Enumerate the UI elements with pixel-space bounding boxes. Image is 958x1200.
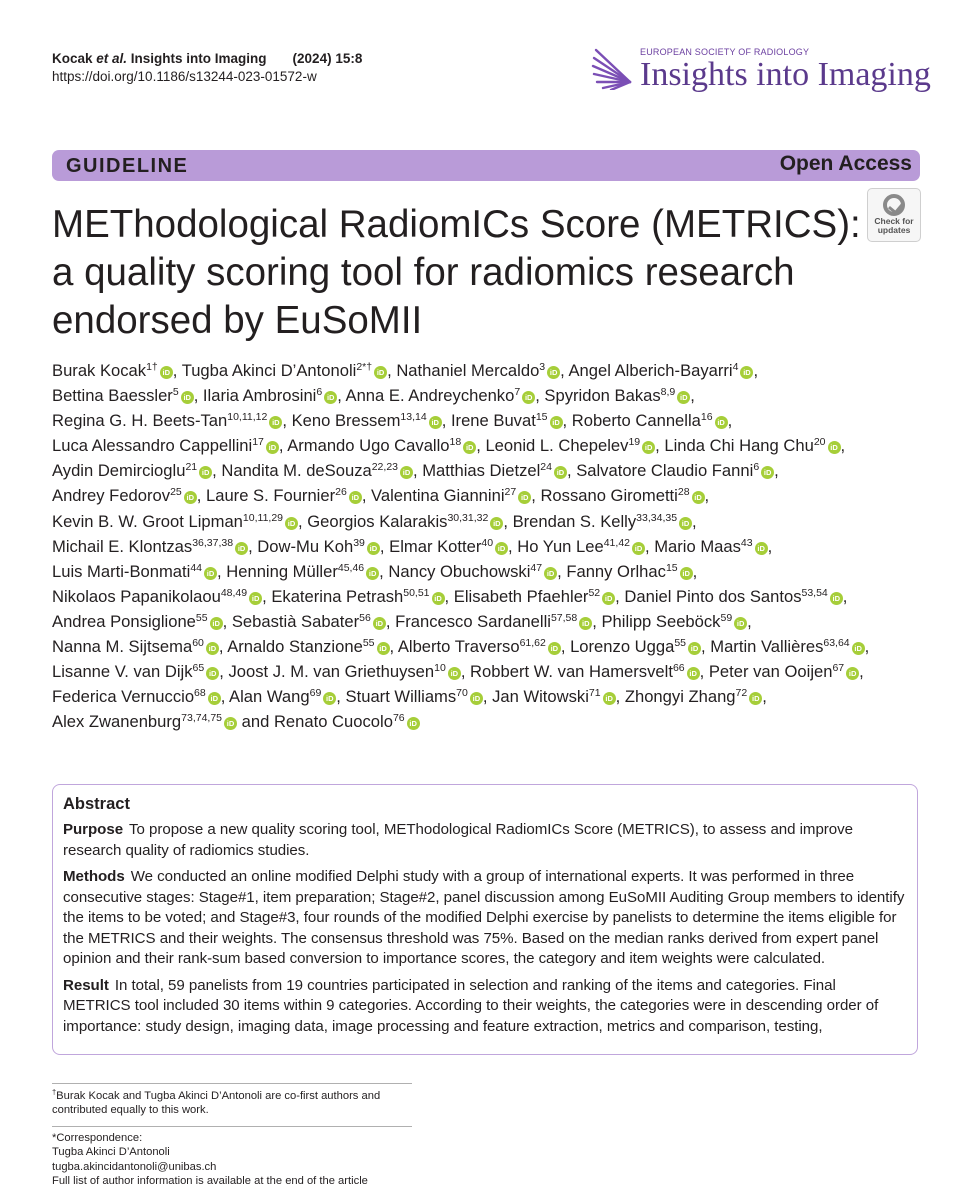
title-line-3: endorsed by EuSoMII <box>52 299 423 342</box>
author-name: Jan Witowski <box>492 687 589 707</box>
author-name: Fanny Orlhac <box>566 561 666 581</box>
author-separator: , <box>172 361 182 380</box>
author-affiliation: 66 <box>672 662 685 675</box>
orcid-icon[interactable]: iD <box>828 441 841 454</box>
orcid-icon[interactable]: iD <box>679 517 692 530</box>
author-affiliation: 4 <box>732 361 739 373</box>
author-separator: , <box>692 511 697 531</box>
author-name: Nikolaos Papanikolaou <box>52 586 221 606</box>
author-separator: , <box>560 361 569 380</box>
author-affiliation: 10,11,12 <box>227 411 268 424</box>
author-separator: , <box>444 586 454 606</box>
orcid-icon[interactable]: iD <box>740 366 753 379</box>
author-line <box>52 458 932 483</box>
author-affiliation: 50,51 <box>403 586 430 599</box>
author-separator: , <box>337 386 346 406</box>
author-name: Philipp Seeböck <box>601 611 721 631</box>
orcid-icon[interactable]: iD <box>323 692 336 705</box>
cofirst-line2: contributed equally to this work. <box>52 1104 209 1117</box>
author-name: Alberto Traverso <box>397 637 520 657</box>
author-separator: , <box>278 436 288 456</box>
author-affiliation: 18 <box>449 436 462 449</box>
author-separator: , <box>762 687 767 707</box>
check-for-updates-badge[interactable] <box>867 188 921 242</box>
author-separator: , <box>701 637 711 657</box>
orcid-icon[interactable]: iD <box>249 592 262 605</box>
author-separator: , <box>476 436 486 456</box>
author-name: Leonid L. Chepelev <box>485 436 629 456</box>
author-name: Nathaniel Mercaldo <box>396 361 540 380</box>
orcid-icon[interactable]: iD <box>160 366 173 379</box>
footnote-divider <box>52 1083 412 1084</box>
article-title <box>52 201 862 345</box>
article-type-band <box>52 150 920 181</box>
author-line <box>52 609 932 634</box>
author-name: Daniel Pinto dos Santos <box>624 586 802 606</box>
author-separator: , <box>692 561 698 581</box>
author-name: Nanna M. Sijtsema <box>52 637 193 657</box>
orcid-icon[interactable]: iD <box>448 667 461 680</box>
abstract-section-label: Result <box>63 976 109 994</box>
doi-link[interactable]: https://doi.org/10.1186/s13244-023-01572-w <box>52 69 317 84</box>
author-name: Luis Marti-Bonmati <box>52 561 191 581</box>
author-separator: , <box>212 461 222 481</box>
author-name: Nancy Obuchowski <box>388 561 531 581</box>
author-line <box>52 659 932 684</box>
author-affiliation: 24 <box>540 461 552 474</box>
author-affiliation: 71 <box>588 687 601 700</box>
orcid-icon[interactable]: iD <box>367 542 380 555</box>
author-separator: , <box>387 361 397 380</box>
open-access-label: Open Access <box>779 152 912 175</box>
author-affiliation: 5 <box>172 386 179 399</box>
orcid-icon[interactable]: iD <box>554 466 567 479</box>
author-separator: , <box>753 361 759 380</box>
author-separator: , <box>219 662 229 682</box>
author-affiliation: 76 <box>392 712 405 725</box>
author-name: Lisanne V. van Dijk <box>52 662 193 682</box>
author-separator: , <box>196 486 206 506</box>
author-separator: , <box>535 386 545 406</box>
author-affiliation: 52 <box>588 586 601 599</box>
check-updates-line1: Check for <box>874 216 914 226</box>
abstract-section <box>63 976 905 1038</box>
author-separator: , <box>379 561 389 581</box>
author-affiliation: 67 <box>832 662 845 675</box>
correspondence-name: Tugba Akinci D’Antonoli <box>52 1146 170 1159</box>
author-separator: , <box>615 687 625 707</box>
author-affiliation: 59 <box>720 611 733 624</box>
orcid-icon[interactable]: iD <box>235 542 248 555</box>
citation-authors: Kocak <box>52 51 97 66</box>
author-affiliation: 15 <box>535 411 548 424</box>
abstract-heading: Abstract <box>63 795 130 813</box>
abstract-section-text: In total, 59 panelists from 19 countries participated in selection and ranking of the items and categories. Final METRICS tool included 30 items within 9 categories. According to their weights, the categories were in descending order of importance: study design, imaging data, image processing and feature extraction, metrics and comparison, testing, <box>63 976 879 1035</box>
author-name: Alex Zwanenburg <box>52 712 182 732</box>
abstract-section <box>63 820 905 861</box>
orcid-icon[interactable]: iD <box>400 466 413 479</box>
author-name: Brendan S. Kelly <box>512 511 637 531</box>
cofirst-footnote <box>52 1089 380 1118</box>
author-name: Nandita M. deSouza <box>221 461 372 481</box>
correspondence-email[interactable]: tugba.akincidantonoli@unibas.ch <box>52 1160 217 1173</box>
orcid-icon[interactable]: iD <box>181 391 194 404</box>
orcid-icon[interactable]: iD <box>432 592 445 605</box>
author-name: Irene Buvat <box>450 411 536 431</box>
orcid-icon[interactable]: iD <box>755 542 768 555</box>
abstract-section-label: Methods <box>63 868 125 885</box>
orcid-icon[interactable]: iD <box>642 441 655 454</box>
orcid-icon[interactable]: iD <box>579 617 592 630</box>
author-separator: , <box>690 386 695 406</box>
author-separator: , <box>413 461 423 481</box>
author-affiliation: 21 <box>185 461 198 474</box>
author-name: Andrea Ponsiglione <box>52 611 196 631</box>
author-name: Michail E. Klontzas <box>52 536 193 556</box>
author-affiliation: 55 <box>362 637 375 650</box>
orcid-icon[interactable]: iD <box>366 567 379 580</box>
orcid-icon[interactable]: iD <box>846 667 859 680</box>
author-info-note: Full list of author information is available at the end of the article <box>52 1175 368 1188</box>
author-list <box>52 358 932 734</box>
author-affiliation: 65 <box>192 662 205 675</box>
author-name: Spyridon Bakas <box>544 386 661 406</box>
author-affiliation: 56 <box>359 611 371 624</box>
author-name: Robbert W. van Hamersvelt <box>470 662 673 682</box>
author-separator: , <box>282 411 292 431</box>
author-name: Keno Bressem <box>291 411 401 431</box>
author-affiliation: 44 <box>190 561 203 574</box>
orcid-icon[interactable]: iD <box>603 692 616 705</box>
author-separator: , <box>840 436 846 456</box>
author-name: Stuart Williams <box>345 687 457 707</box>
orcid-icon[interactable]: iD <box>463 441 476 454</box>
author-affiliation: 41,42 <box>603 536 630 549</box>
author-separator: , <box>562 411 572 431</box>
logo-journal-name: Insights into Imaging <box>640 56 931 93</box>
author-separator: , <box>747 611 752 631</box>
author-affiliation: 63,64 <box>823 637 850 650</box>
author-affiliation: 26 <box>335 486 347 499</box>
author-name: Matthias Dietzel <box>422 461 541 481</box>
author-name: Martin Vallières <box>710 637 824 657</box>
author-affiliation: 25 <box>170 486 182 499</box>
citation-etal: et al. <box>96 51 128 66</box>
author-affiliation: 20 <box>813 436 826 449</box>
author-name: Federica Vernuccio <box>52 687 195 707</box>
correspondence-label: *Correspondence: <box>52 1132 143 1144</box>
orcid-icon[interactable]: iD <box>285 517 298 530</box>
author-separator: and <box>237 712 274 732</box>
orcid-icon[interactable]: iD <box>761 466 774 479</box>
orcid-icon[interactable]: iD <box>266 441 279 454</box>
author-name: Ho Yun Lee <box>517 536 604 556</box>
author-line <box>52 709 932 734</box>
orcid-icon[interactable]: iD <box>210 617 223 630</box>
author-name: Andrey Fedorov <box>52 486 171 506</box>
author-separator: , <box>217 561 227 581</box>
author-line <box>52 634 932 659</box>
orcid-icon[interactable]: iD <box>518 491 531 504</box>
author-affiliation: 13,14 <box>400 411 427 424</box>
author-line <box>52 383 932 408</box>
orcid-icon[interactable]: iD <box>206 642 219 655</box>
orcid-icon[interactable]: iD <box>632 542 645 555</box>
author-separator: , <box>531 486 541 506</box>
author-affiliation: 72 <box>735 687 748 700</box>
author-name: Mario Maas <box>654 536 741 556</box>
author-affiliation: 47 <box>530 561 543 574</box>
author-separator: , <box>248 536 258 556</box>
author-name: Arnaldo Stanzione <box>227 637 363 657</box>
check-updates-line2: updates <box>877 225 911 235</box>
author-name: Tugba Akinci D’Antonoli <box>181 361 357 380</box>
citation-line <box>52 50 362 68</box>
author-affiliation: 22,23 <box>371 461 398 474</box>
author-separator: , <box>859 662 864 682</box>
author-affiliation: 36,37,38 <box>192 536 234 549</box>
logo-society: EUROPEAN SOCIETY OF RADIOLOGY <box>640 47 810 57</box>
author-name: Linda Chi Hang Chu <box>664 436 814 456</box>
author-name: Rossano Girometti <box>540 486 678 506</box>
author-affiliation: 53,54 <box>801 586 828 599</box>
author-separator: , <box>361 486 372 506</box>
author-name: Bettina Baessler <box>52 386 173 406</box>
author-name: Zhongyi Zhang <box>624 687 736 707</box>
author-separator: , <box>566 461 577 481</box>
abstract-section-text: We conducted an online modified Delphi study with a group of international experts. It was performed in three consecutive stages: Stage#1, item preparation; Stage#2, panel discussion among EuSoMII Auditing Group members to identify the items to be voted; and Stage#3, four rounds of the modified Delphi exercise by panelists to determine the items eligible for the METRICS and their weights. The consensus threshold was 75%. Based on the median ranks derived from expert panel opinion and their rank-sum based conversion to importance scores, the category and item weights were calculated. <box>63 868 905 967</box>
author-line <box>52 559 932 584</box>
author-name: Ekaterina Petrash <box>271 586 404 606</box>
author-line <box>52 509 932 534</box>
author-name: Elisabeth Pfaehler <box>453 586 589 606</box>
author-separator: , <box>389 637 398 657</box>
author-affiliation: 1† <box>146 361 158 373</box>
author-name: Aydin Demircioglu <box>52 461 186 481</box>
author-separator: , <box>460 662 471 682</box>
author-separator: , <box>560 637 571 657</box>
author-name: Laure S. Fournier <box>205 486 336 506</box>
citation-year-volume: (2024) 15:8 <box>292 51 363 66</box>
author-affiliation: 28 <box>677 486 690 499</box>
author-affiliation: 8,9 <box>660 386 676 399</box>
orcid-icon[interactable]: iD <box>852 642 865 655</box>
orcid-icon[interactable]: iD <box>602 592 615 605</box>
author-name: Ilaria Ambrosini <box>202 386 317 406</box>
abstract-section <box>63 867 905 970</box>
author-affiliation: 27 <box>504 486 517 499</box>
check-updates-icon <box>883 194 905 216</box>
orcid-icon[interactable]: iD <box>184 491 197 504</box>
orcid-icon[interactable]: iD <box>490 517 503 530</box>
author-affiliation: 55 <box>195 611 208 624</box>
author-affiliation: 43 <box>740 536 753 549</box>
author-separator: , <box>699 662 709 682</box>
correspondence-block <box>52 1131 368 1189</box>
author-line <box>52 684 932 709</box>
abstract-box <box>52 784 918 1055</box>
author-name: Burak Kocak <box>52 361 147 380</box>
author-separator: , <box>842 586 848 606</box>
author-name: Joost J. M. van Griethuysen <box>228 662 435 682</box>
orcid-icon[interactable]: iD <box>677 391 690 404</box>
author-line <box>52 534 932 559</box>
author-name: Renato Cuocolo <box>273 712 393 732</box>
title-line-2: a quality scoring tool for radiomics research <box>52 251 795 294</box>
orcid-icon[interactable]: iD <box>208 692 221 705</box>
author-line <box>52 408 932 433</box>
author-name: Alan Wang <box>229 687 310 707</box>
author-line <box>52 483 932 508</box>
author-affiliation: 33,34,35 <box>636 511 678 524</box>
author-separator: , <box>482 687 493 707</box>
author-separator: , <box>193 386 203 406</box>
author-affiliation: 57,58 <box>550 611 578 624</box>
author-name: Luca Alessandro Cappellini <box>52 436 253 456</box>
author-affiliation: 30,31,32 <box>447 511 489 524</box>
orcid-icon[interactable]: iD <box>547 366 560 379</box>
cofirst-mark: † <box>52 1087 57 1097</box>
author-name: Georgios Kalarakis <box>307 511 448 531</box>
author-affiliation: 68 <box>194 687 206 700</box>
citation-journal: Insights into Imaging <box>127 51 267 66</box>
author-affiliation: 10,11,29 <box>242 511 284 524</box>
author-name: Elmar Kotter <box>389 536 482 556</box>
author-separator: , <box>379 536 390 556</box>
author-separator: , <box>441 411 451 431</box>
abstract-section-text: To propose a new quality scoring tool, METhodological RadiomICs Score (METRICS), to assess and improve research quality of radiomics studies. <box>63 821 853 859</box>
author-affiliation: 40 <box>481 536 494 549</box>
author-affiliation: 2*† <box>356 361 373 373</box>
orcid-icon[interactable]: iD <box>429 416 442 429</box>
orcid-icon[interactable]: iD <box>204 567 217 580</box>
correspondence-divider <box>52 1126 412 1127</box>
orcid-icon[interactable]: iD <box>269 416 282 429</box>
author-separator: , <box>592 611 602 631</box>
author-separator: , <box>615 586 625 606</box>
author-separator: , <box>557 561 567 581</box>
author-affiliation: 61,62 <box>519 637 546 650</box>
author-affiliation: 10 <box>434 662 446 675</box>
author-separator: , <box>262 586 272 606</box>
citation-header <box>52 50 362 86</box>
author-separator: , <box>508 536 518 556</box>
orcid-icon[interactable]: iD <box>715 416 728 429</box>
orcid-icon[interactable]: iD <box>373 617 386 630</box>
logo-fan-icon <box>590 42 638 90</box>
author-separator: , <box>218 637 228 657</box>
author-name: Salvatore Claudio Fanni <box>576 461 754 481</box>
author-name: Armando Ugo Cavallo <box>287 436 450 456</box>
author-name: Lorenzo Ugga <box>570 637 675 657</box>
author-affiliation: 55 <box>674 637 687 650</box>
author-affiliation: 69 <box>309 687 322 700</box>
author-name: Dow-Mu Koh <box>257 536 354 556</box>
author-affiliation: 6 <box>316 386 323 399</box>
orcid-icon[interactable]: iD <box>324 391 337 404</box>
orcid-icon[interactable]: iD <box>734 617 747 630</box>
author-separator: , <box>298 511 308 531</box>
orcid-icon[interactable]: iD <box>470 692 483 705</box>
author-affiliation: 70 <box>456 687 468 700</box>
orcid-icon[interactable]: iD <box>349 491 362 504</box>
author-separator: , <box>767 536 773 556</box>
author-name: Regina G. H. Beets-Tan <box>52 411 228 431</box>
author-separator: , <box>864 637 870 657</box>
author-name: Valentina Giannini <box>371 486 505 506</box>
orcid-icon[interactable]: iD <box>522 391 535 404</box>
author-separator: , <box>503 511 513 531</box>
author-line <box>52 358 932 383</box>
author-affiliation: 73,74,75 <box>181 712 223 725</box>
author-name: Roberto Cannella <box>571 411 701 431</box>
orcid-icon[interactable]: iD <box>374 366 387 379</box>
author-name: Kevin B. W. Groot Lipman <box>52 511 243 531</box>
orcid-icon[interactable]: iD <box>680 567 693 580</box>
author-affiliation: 17 <box>252 436 264 449</box>
author-separator: , <box>774 461 779 481</box>
orcid-icon[interactable]: iD <box>749 692 762 705</box>
orcid-icon[interactable]: iD <box>495 542 508 555</box>
author-name: Angel Alberich-Bayarri <box>568 361 733 380</box>
author-affiliation: 60 <box>192 637 204 650</box>
author-name: Henning Müller <box>226 561 338 581</box>
author-affiliation: 7 <box>514 386 521 399</box>
orcid-icon[interactable]: iD <box>377 642 390 655</box>
author-separator: , <box>727 411 733 431</box>
author-affiliation: 48,49 <box>220 586 248 599</box>
author-separator: , <box>655 436 665 456</box>
author-separator: , <box>385 611 396 631</box>
author-affiliation: 16 <box>700 411 713 424</box>
orcid-icon[interactable]: iD <box>407 717 420 730</box>
orcid-icon[interactable]: iD <box>199 466 212 479</box>
orcid-icon[interactable]: iD <box>692 491 705 504</box>
author-affiliation: 39 <box>353 536 365 549</box>
orcid-icon[interactable]: iD <box>224 717 237 730</box>
journal-logo <box>590 40 931 100</box>
orcid-icon[interactable]: iD <box>687 667 700 680</box>
orcid-icon[interactable]: iD <box>206 667 219 680</box>
author-separator: , <box>645 536 655 556</box>
author-separator: , <box>336 687 346 707</box>
author-affiliation: 6 <box>753 461 760 474</box>
author-name: Peter van Ooijen <box>708 662 833 682</box>
abstract-section-label: Purpose <box>63 821 124 838</box>
author-line <box>52 433 932 458</box>
author-line <box>52 584 932 609</box>
orcid-icon[interactable]: iD <box>548 642 561 655</box>
author-separator: , <box>222 611 232 631</box>
orcid-icon[interactable]: iD <box>544 567 557 580</box>
title-line-1: METhodological RadiomICs Score (METRICS): <box>52 203 861 246</box>
author-separator: , <box>220 687 230 707</box>
author-separator: , <box>704 486 710 506</box>
author-name: Francesco Sardanelli <box>395 611 551 631</box>
author-affiliation: 19 <box>628 436 641 449</box>
author-affiliation: 3 <box>539 361 546 373</box>
orcid-icon[interactable]: iD <box>688 642 701 655</box>
cofirst-line1: Burak Kocak and Tugba Akinci D’Antonoli are co-first authors and <box>56 1090 381 1102</box>
article-type: GUIDELINE <box>66 155 189 177</box>
orcid-icon[interactable]: iD <box>550 416 563 429</box>
author-name: Sebastià Sabater <box>231 611 360 631</box>
author-affiliation: 45,46 <box>337 561 365 574</box>
orcid-icon[interactable]: iD <box>830 592 843 605</box>
author-affiliation: 15 <box>665 561 678 574</box>
author-name: Anna E. Andreychenko <box>345 386 515 406</box>
